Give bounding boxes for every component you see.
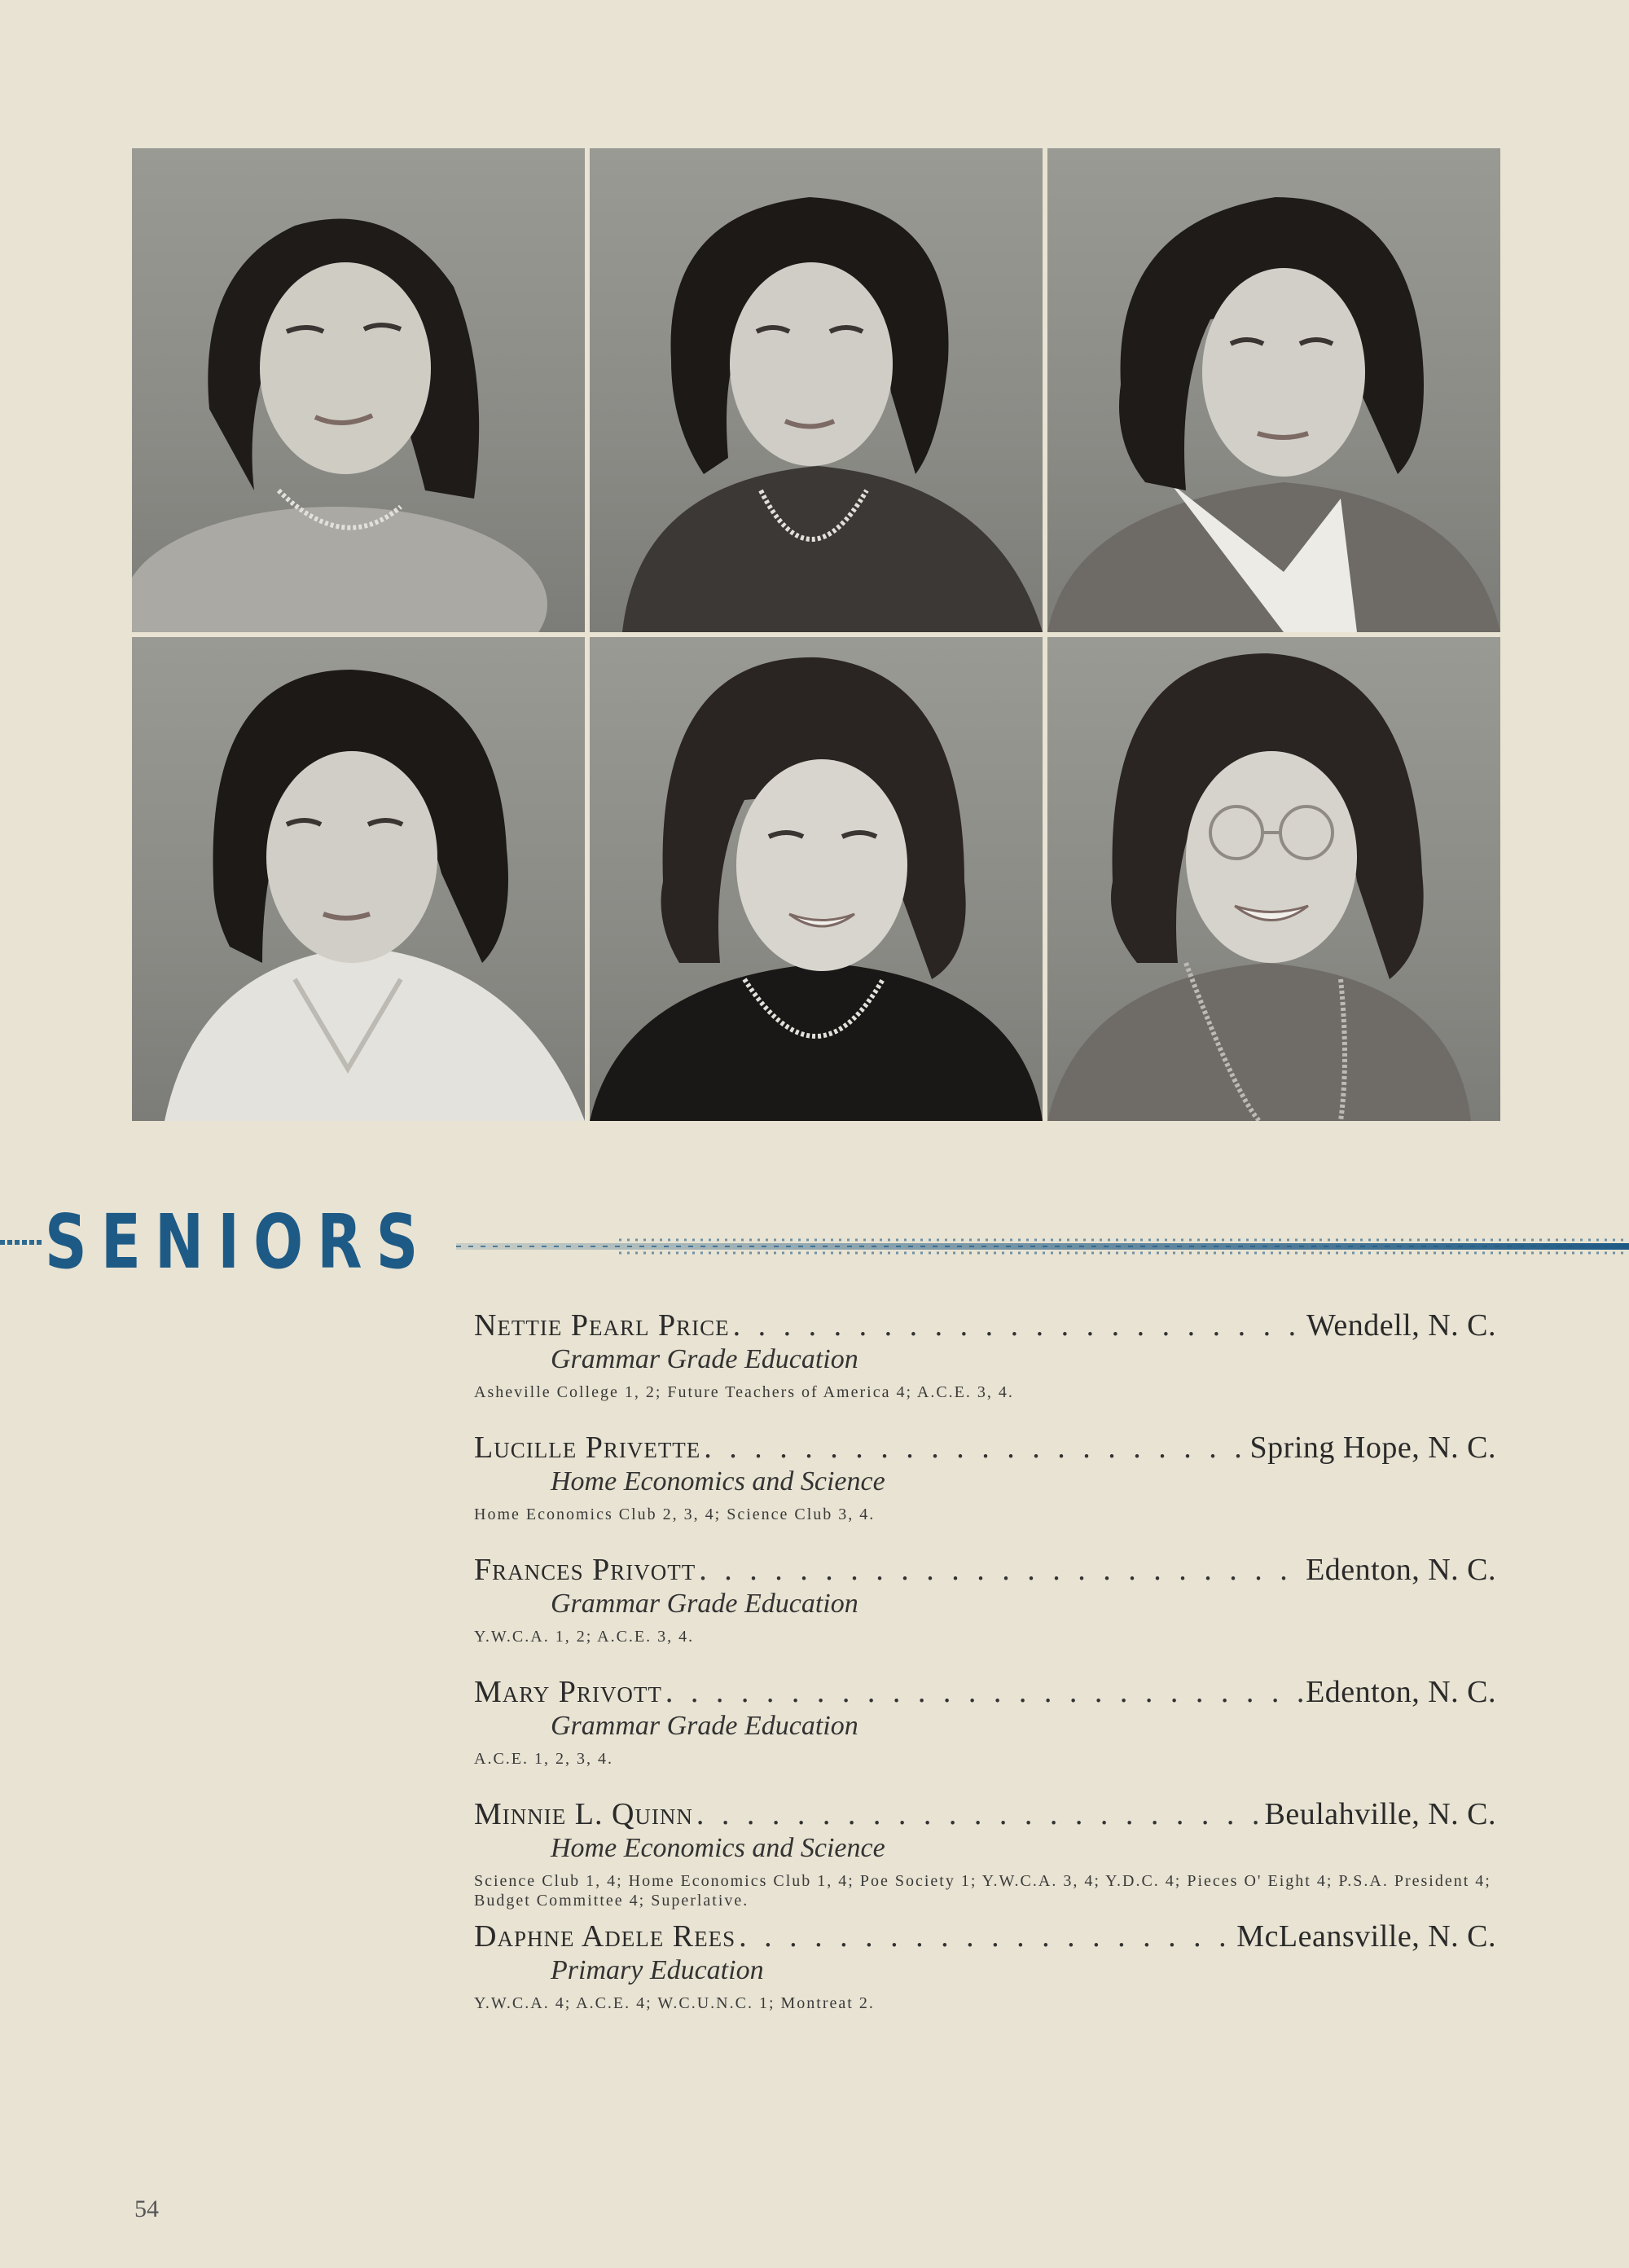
student-activities: Asheville College 1, 2; Future Teachers of America 4; A.C.E. 3, 4. <box>474 1383 1014 1401</box>
student-activities: Science Club 1, 4; Home Economics Club 1, 4; Poe Society 1; Y.W.C.A. 3, 4; Y.D.C. 4; Pieces O' Eight 4; P.S.A. President 4; Budget Committee 4; Superlative. <box>474 1872 1491 1910</box>
student-name: Mary Privott <box>474 1675 662 1709</box>
section-title: SENIORS <box>45 1198 432 1286</box>
student-name: Frances Privott <box>474 1553 696 1587</box>
student-major: Grammar Grade Education <box>551 1344 858 1374</box>
portrait-lucille-privette <box>590 148 1043 632</box>
portrait-nettie-pearl-price <box>132 148 585 632</box>
dot-leader <box>704 1430 1246 1466</box>
student-name: Minnie L. Quinn <box>474 1797 693 1831</box>
dot-leader <box>665 1674 1302 1710</box>
student-name: Nettie Pearl Price <box>474 1308 730 1343</box>
student-major: Home Economics and Science <box>551 1466 885 1497</box>
header-lead-ornament <box>0 1240 42 1245</box>
student-hometown: Spring Hope, N. C. <box>1249 1431 1496 1465</box>
student-hometown: Wendell, N. C. <box>1306 1308 1496 1343</box>
dot-leader <box>699 1552 1302 1588</box>
student-major: Grammar Grade Education <box>551 1589 858 1619</box>
dot-leader <box>733 1308 1303 1343</box>
senior-entries <box>474 1308 1496 2041</box>
student-activities: Y.W.C.A. 4; A.C.E. 4; W.C.U.N.C. 1; Montreat 2. <box>474 1994 875 2012</box>
student-activities: Y.W.C.A. 1, 2; A.C.E. 3, 4. <box>474 1628 695 1646</box>
student-major: Grammar Grade Education <box>551 1711 858 1741</box>
portrait-daphne-adele-rees <box>1047 637 1500 1121</box>
portrait-minnie-l-quinn <box>590 637 1043 1121</box>
dot-leader <box>739 1919 1233 1954</box>
senior-entry <box>474 1308 1496 1430</box>
senior-entry <box>474 1919 1496 2041</box>
student-activities: Home Economics Club 2, 3, 4; Science Club 3, 4. <box>474 1505 876 1523</box>
student-hometown: Edenton, N. C. <box>1306 1553 1496 1587</box>
student-hometown: Edenton, N. C. <box>1306 1675 1496 1709</box>
senior-entry <box>474 1430 1496 1552</box>
portrait-mary-privott <box>132 637 585 1121</box>
decorative-rule <box>456 1230 1629 1263</box>
senior-entry <box>474 1674 1496 1796</box>
student-name: Daphne Adele Rees <box>474 1919 736 1954</box>
student-name: Lucille Privette <box>474 1431 701 1465</box>
senior-entry <box>474 1796 1496 1919</box>
student-major: Primary Education <box>551 1955 764 1985</box>
senior-entry <box>474 1552 1496 1674</box>
section-header <box>0 1198 1629 1295</box>
dot-leader <box>696 1796 1262 1832</box>
student-activities: A.C.E. 1, 2, 3, 4. <box>474 1750 613 1768</box>
page-number: 54 <box>134 2195 159 2222</box>
portrait-frances-privott <box>1047 148 1500 632</box>
student-hometown: Beulahville, N. C. <box>1264 1797 1496 1831</box>
student-major: Home Economics and Science <box>551 1833 885 1863</box>
portrait-grid <box>132 148 1500 1121</box>
student-hometown: McLeansville, N. C. <box>1236 1919 1496 1954</box>
